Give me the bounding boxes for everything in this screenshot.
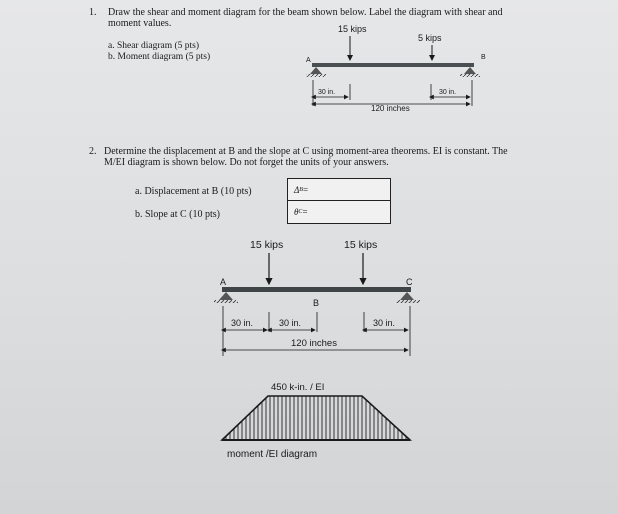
beam1-dim-total: 120 inches — [371, 104, 410, 113]
theta-equals: = — [302, 207, 308, 217]
beam1-member — [312, 63, 474, 67]
beam1-support-a-label: A — [306, 57, 311, 64]
beam2-ground-c — [396, 300, 420, 303]
beam2-diagram — [214, 239, 420, 356]
beam2-dim-2: 30 in. — [279, 318, 302, 328]
beam2-dim-total: 120 inches — [291, 338, 337, 349]
problem2-number: 2. — [89, 146, 97, 157]
problem2-text-line2: M/EI diagram is shown below. Do not forget the units of your answers. — [104, 157, 389, 168]
problem1-text-line2: moment values. — [108, 18, 172, 29]
beam2-dim-1: 30 in. — [231, 318, 254, 328]
theta-subscript: C — [298, 209, 303, 215]
beam1-ground-a — [306, 74, 326, 77]
beam1-dim-left: 30 in. — [318, 89, 336, 96]
problem2-part-a: a. Displacement at B (10 pts) — [135, 186, 252, 197]
problem1-part-a: a. Shear diagram (5 pts) — [108, 41, 200, 51]
problem1-text-line1: Draw the shear and moment diagram for the beam shown below. Label the diagram with shear and — [108, 7, 503, 18]
beam2-support-c — [400, 292, 414, 300]
moment-peak-label: 450 k-in. / EI — [271, 382, 325, 393]
beam1-diagram — [306, 24, 486, 113]
beam1-dim-right: 30 in. — [439, 89, 457, 96]
theta-symbol: θ — [294, 207, 299, 217]
beam2-load2-label: 15 kips — [344, 239, 378, 251]
beam1-load1-label: 15 kips — [338, 24, 367, 34]
problem1-number: 1. — [89, 7, 97, 18]
beam2-point-b-label: B — [313, 298, 320, 308]
beam2-support-a — [219, 292, 233, 300]
problem2-part-b: b. Slope at C (10 pts) — [135, 209, 220, 220]
beam2-support-a-label: A — [220, 277, 227, 287]
beam2-support-c-label: C — [406, 277, 413, 287]
beam1-ground-b — [460, 74, 480, 77]
moment-trapezoid — [222, 396, 410, 440]
beam2-ground-a — [214, 300, 238, 303]
beam1-load2-label: 5 kips — [418, 33, 442, 43]
delta-symbol: Δ — [294, 184, 300, 195]
beam2-member — [222, 287, 411, 292]
delta-equals: = — [302, 184, 309, 195]
beam1-support-a — [310, 67, 322, 74]
beam2-dim-3: 30 in. — [373, 318, 396, 328]
problem1-part-b: b. Moment diagram (5 pts) — [108, 52, 211, 62]
beam1-support-b — [464, 67, 476, 74]
moment-ei-diagram — [222, 382, 410, 460]
beam1-support-b-label: B — [481, 54, 486, 61]
beam2-load1-label: 15 kips — [250, 239, 284, 251]
problem2-text-line1: Determine the displacement at B and the slope at C using moment-area theorems. EI is constant. The — [104, 146, 508, 157]
delta-subscript: B — [299, 186, 303, 193]
moment-caption: moment /EI diagram — [227, 449, 318, 460]
